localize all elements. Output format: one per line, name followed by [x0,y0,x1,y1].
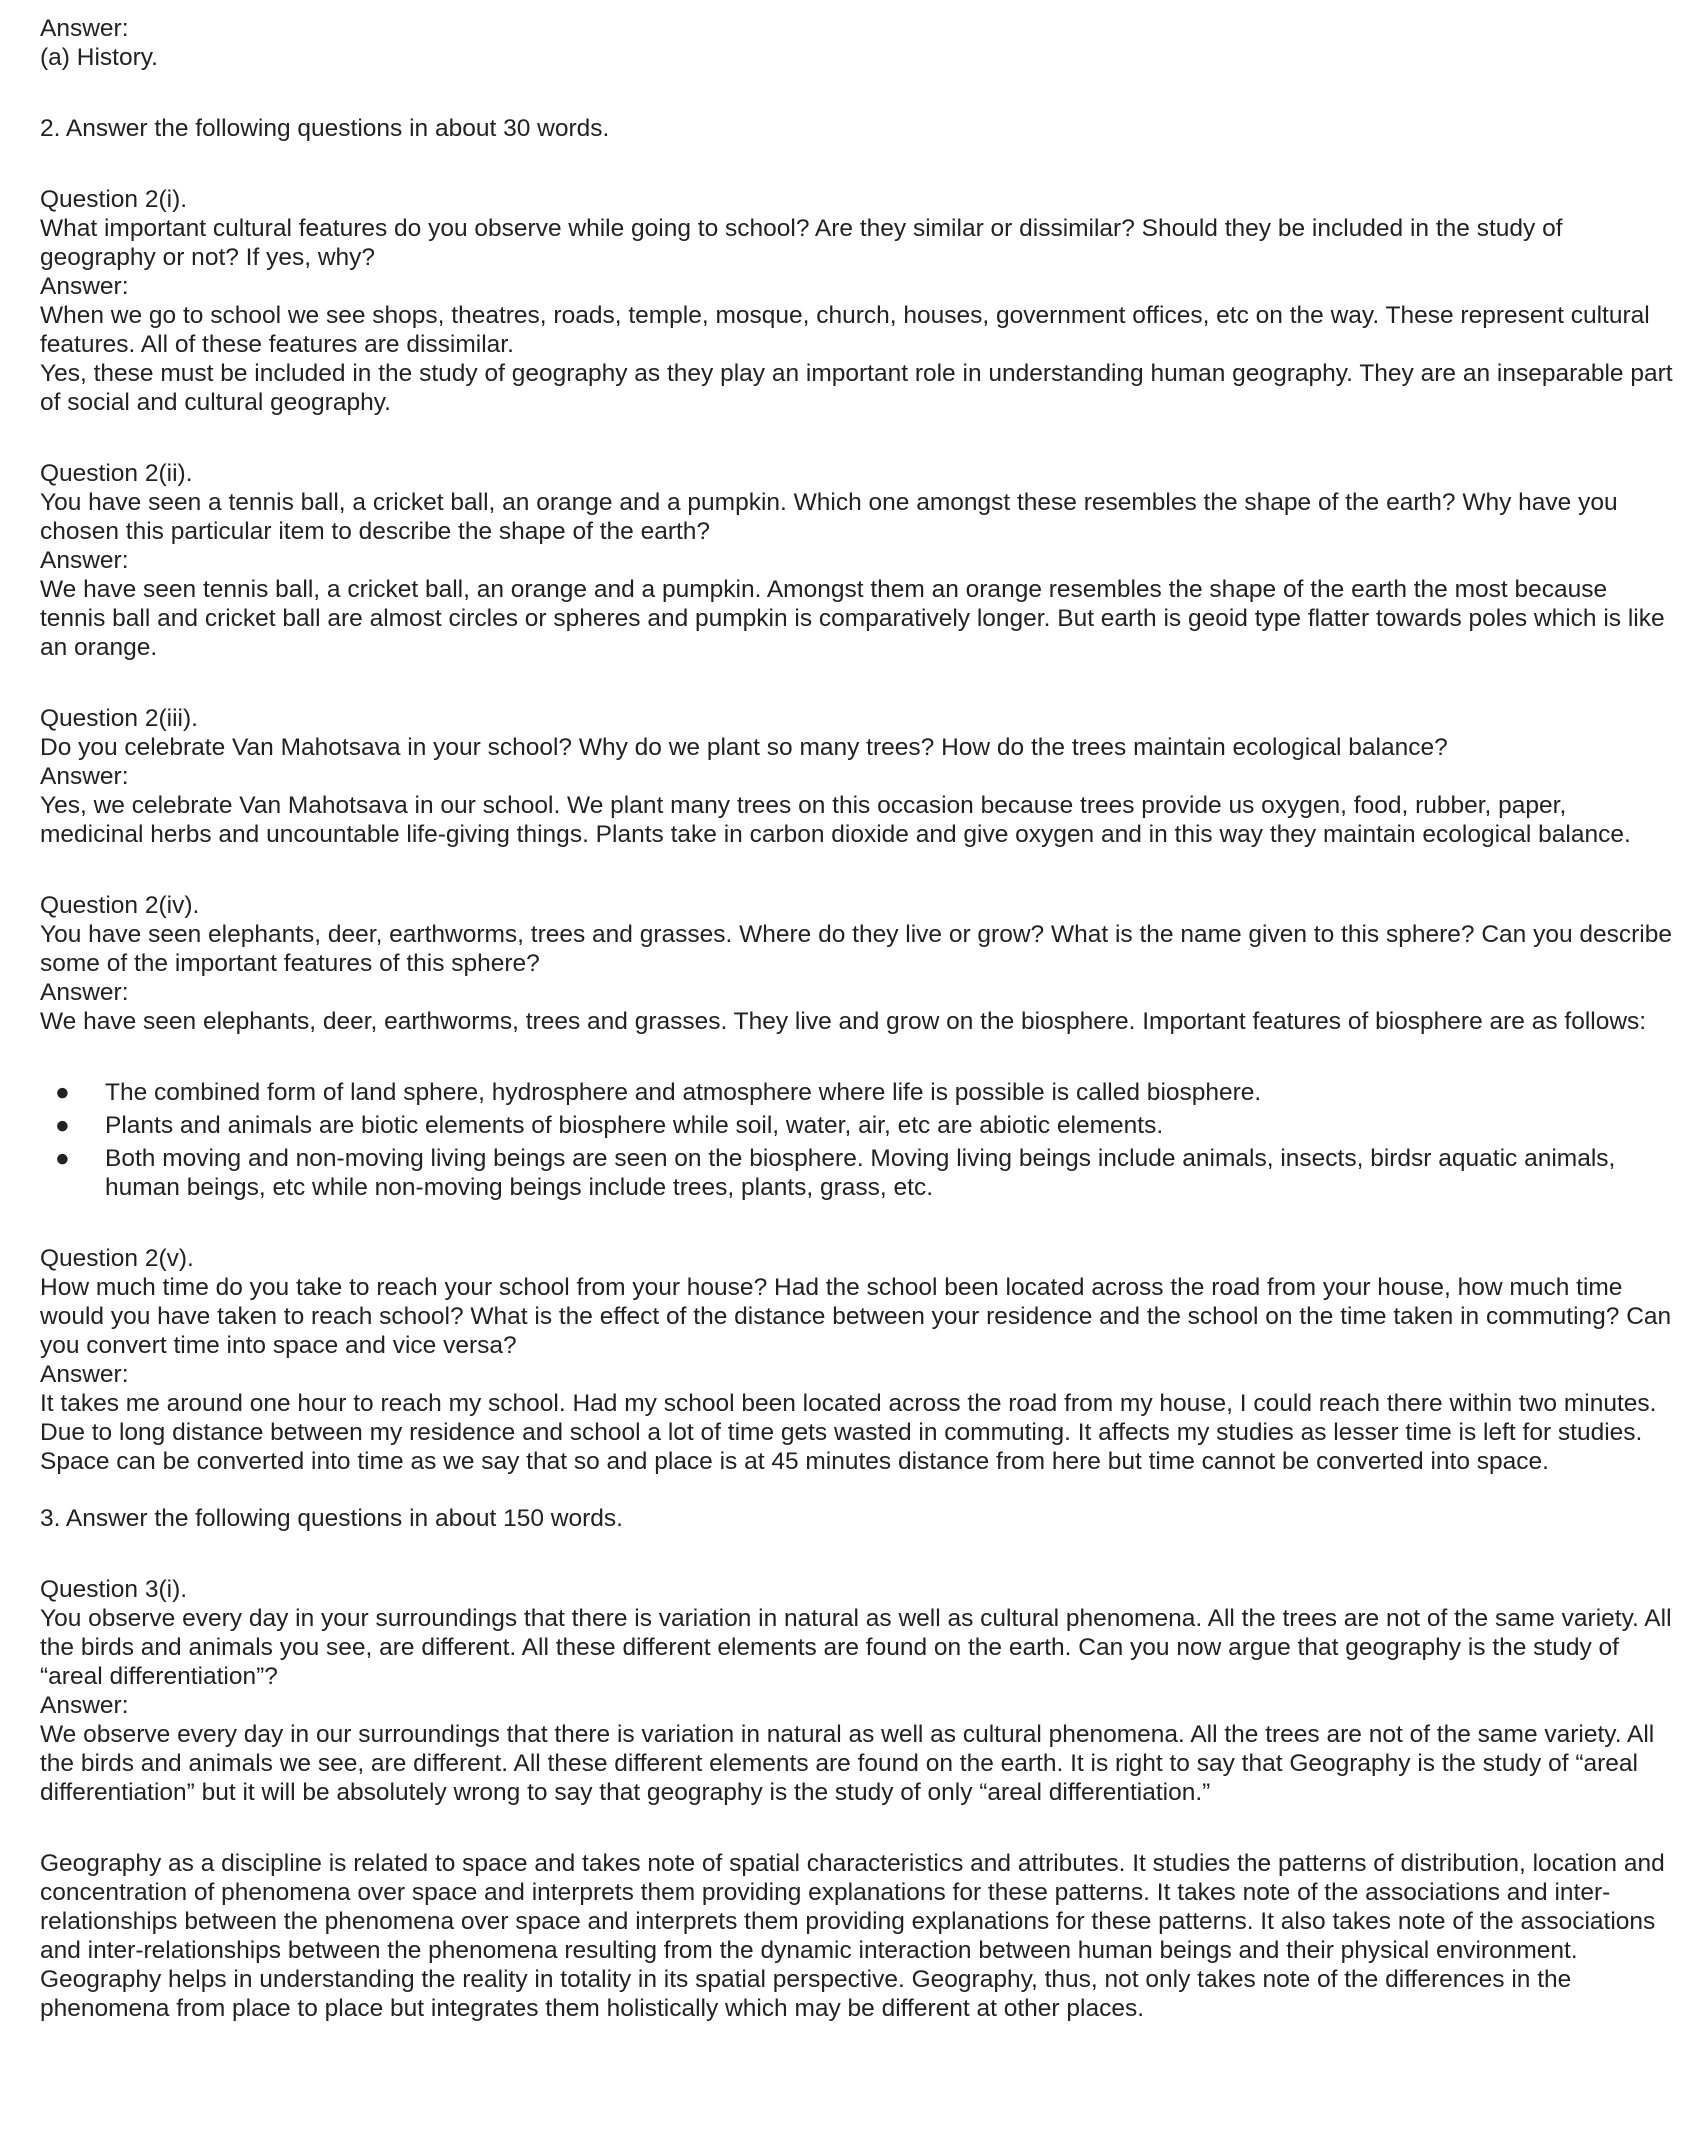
question-label: Question 2(v). [40,1245,194,1272]
list-item-text: The combined form of land sphere, hydrosphere and atmosphere where life is possible is called biosphere. [105,1079,1262,1106]
question-text: What important cultural features do you observe while going to school? Are they similar or dissimilar? Should they be included in the study of geography or not? If yes, why? [40,215,1563,271]
section-2-heading: 2. Answer the following questions in about 30 words. [40,115,610,142]
answer-text: Space can be converted into time as we say that so and place is at 45 minutes distance from here but time cannot be converted into space. [40,1448,1549,1475]
bullet-icon: ● [55,1145,70,1172]
section-3-heading: 3. Answer the following questions in about 150 words. [40,1505,623,1532]
answer-text: Yes, we celebrate Van Mahotsava in our school. We plant many trees on this occasion because trees provide us oxygen, food, rubber, paper, medicinal herbs and uncountable life-giving things. Plants take in carbon dioxide and give oxygen and in this way they maintain ecological balance. [40,792,1631,848]
answer-label: Answer: [40,15,129,42]
answer-label: Answer: [40,1361,129,1388]
question-2-i [40,185,1676,417]
list-item [55,1111,1676,1140]
intro-answer [40,14,1676,72]
question-3-i [40,1575,1676,2023]
question-label: Question 2(ii). [40,460,193,487]
answer-text: When we go to school we see shops, theatres, roads, temple, mosque, church, houses, government offices, etc on the way. These represent cultural features. All of these features are dissimilar. [40,302,1650,358]
question-text: You observe every day in your surroundings that there is variation in natural as well as cultural phenomena. All the trees are not of the same variety. All the birds and animals you see, are different. All these different elements are found on the earth. Can you now argue that geography is the study of “areal differentiation”? [40,1605,1672,1690]
question-2-v [40,1244,1676,1476]
list-item [55,1144,1676,1202]
answer-text: Yes, these must be included in the study of geography as they play an important role in understanding human geography. They are an inseparable part of social and cultural geography. [40,360,1673,416]
bullet-icon: ● [55,1112,70,1139]
question-label: Question 2(iv). [40,892,200,919]
question-text: How much time do you take to reach your school from your house? Had the school been located across the road from your house, how much time would you have taken to reach school? What is the effect of the distance between your residence and the school on the time taken in commuting? Can you convert time into space and vice versa? [40,1274,1672,1359]
question-2-iii [40,704,1676,849]
question-2-iv [40,891,1676,1202]
answer-text: It takes me around one hour to reach my school. Had my school been located across the road from my house, I could reach there within two minutes. Due to long distance between my residence and school a lot of time gets wasted in commuting. It affects my studies as lesser time is left for studies. [40,1390,1657,1446]
answer-text: We have seen elephants, deer, earthworms, trees and grasses. They live and grow on the biosphere. Important features of biosphere are as follows: [40,1008,1647,1035]
question-text: Do you celebrate Van Mahotsava in your school? Why do we plant so many trees? How do the trees maintain ecological balance? [40,734,1448,761]
biosphere-features-list [40,1078,1676,1202]
answer-text: We observe every day in our surroundings that there is variation in natural as well as cultural phenomena. All the trees are not of the same variety. All the birds and animals we see, are different. All these different elements are found on the earth. It is right to say that Geography is the study of “areal differentiation” but it will be absolutely wrong to say that geography is the study of only “areal differentiation.” [40,1721,1655,1806]
answer-label: Answer: [40,547,129,574]
answer-label: Answer: [40,763,129,790]
answer-label: Answer: [40,273,129,300]
question-label: Question 3(i). [40,1576,188,1603]
answer-text: We have seen tennis ball, a cricket ball, an orange and a pumpkin. Amongst them an orange resembles the shape of the earth the most because tennis ball and cricket ball are almost circles or spheres and pumpkin is comparatively longer. But earth is geoid type flatter towards poles which is like an orange. [40,576,1665,661]
bullet-icon: ● [55,1079,70,1106]
answer-label: Answer: [40,979,129,1006]
list-item-text: Plants and animals are biotic elements of biosphere while soil, water, air, etc are abiotic elements. [105,1112,1164,1139]
list-item [55,1078,1676,1107]
list-item-text: Both moving and non-moving living beings are seen on the biosphere. Moving living beings include animals, insects, birdsr aquatic animals, human beings, etc while non-moving beings include trees, plants, grass, etc. [105,1145,1616,1201]
answer-text: (a) History. [40,44,158,71]
question-2-ii [40,459,1676,662]
question-text: You have seen elephants, deer, earthworms, trees and grasses. Where do they live or grow? What is the name given to this sphere? Can you describe some of the important features of this sphere? [40,921,1672,977]
question-label: Question 2(i). [40,186,188,213]
question-label: Question 2(iii). [40,705,198,732]
answer-label: Answer: [40,1692,129,1719]
question-text: You have seen a tennis ball, a cricket ball, an orange and a pumpkin. Which one amongst these resembles the shape of the earth? Why have you chosen this particular item to describe the shape of the earth? [40,489,1618,545]
answer-paragraph: Geography as a discipline is related to space and takes note of spatial characteristics and attributes. It studies the patterns of distribution, location and concentration of phenomena over space and interprets them providing explanations for these patterns. It takes note of the associations and inter- relationships between the phenomena over space and interprets them providing explanations for these patterns. It also takes note of the associations and inter-relationships between the phenomena resulting from the dynamic interaction between human beings and their physical environment. Geography helps in understanding the reality in totality in its spatial perspective. Geography, thus, not only takes note of the differences in the phenomena from place to place but integrates them holistically which may be different at other places. [40,1850,1665,2022]
